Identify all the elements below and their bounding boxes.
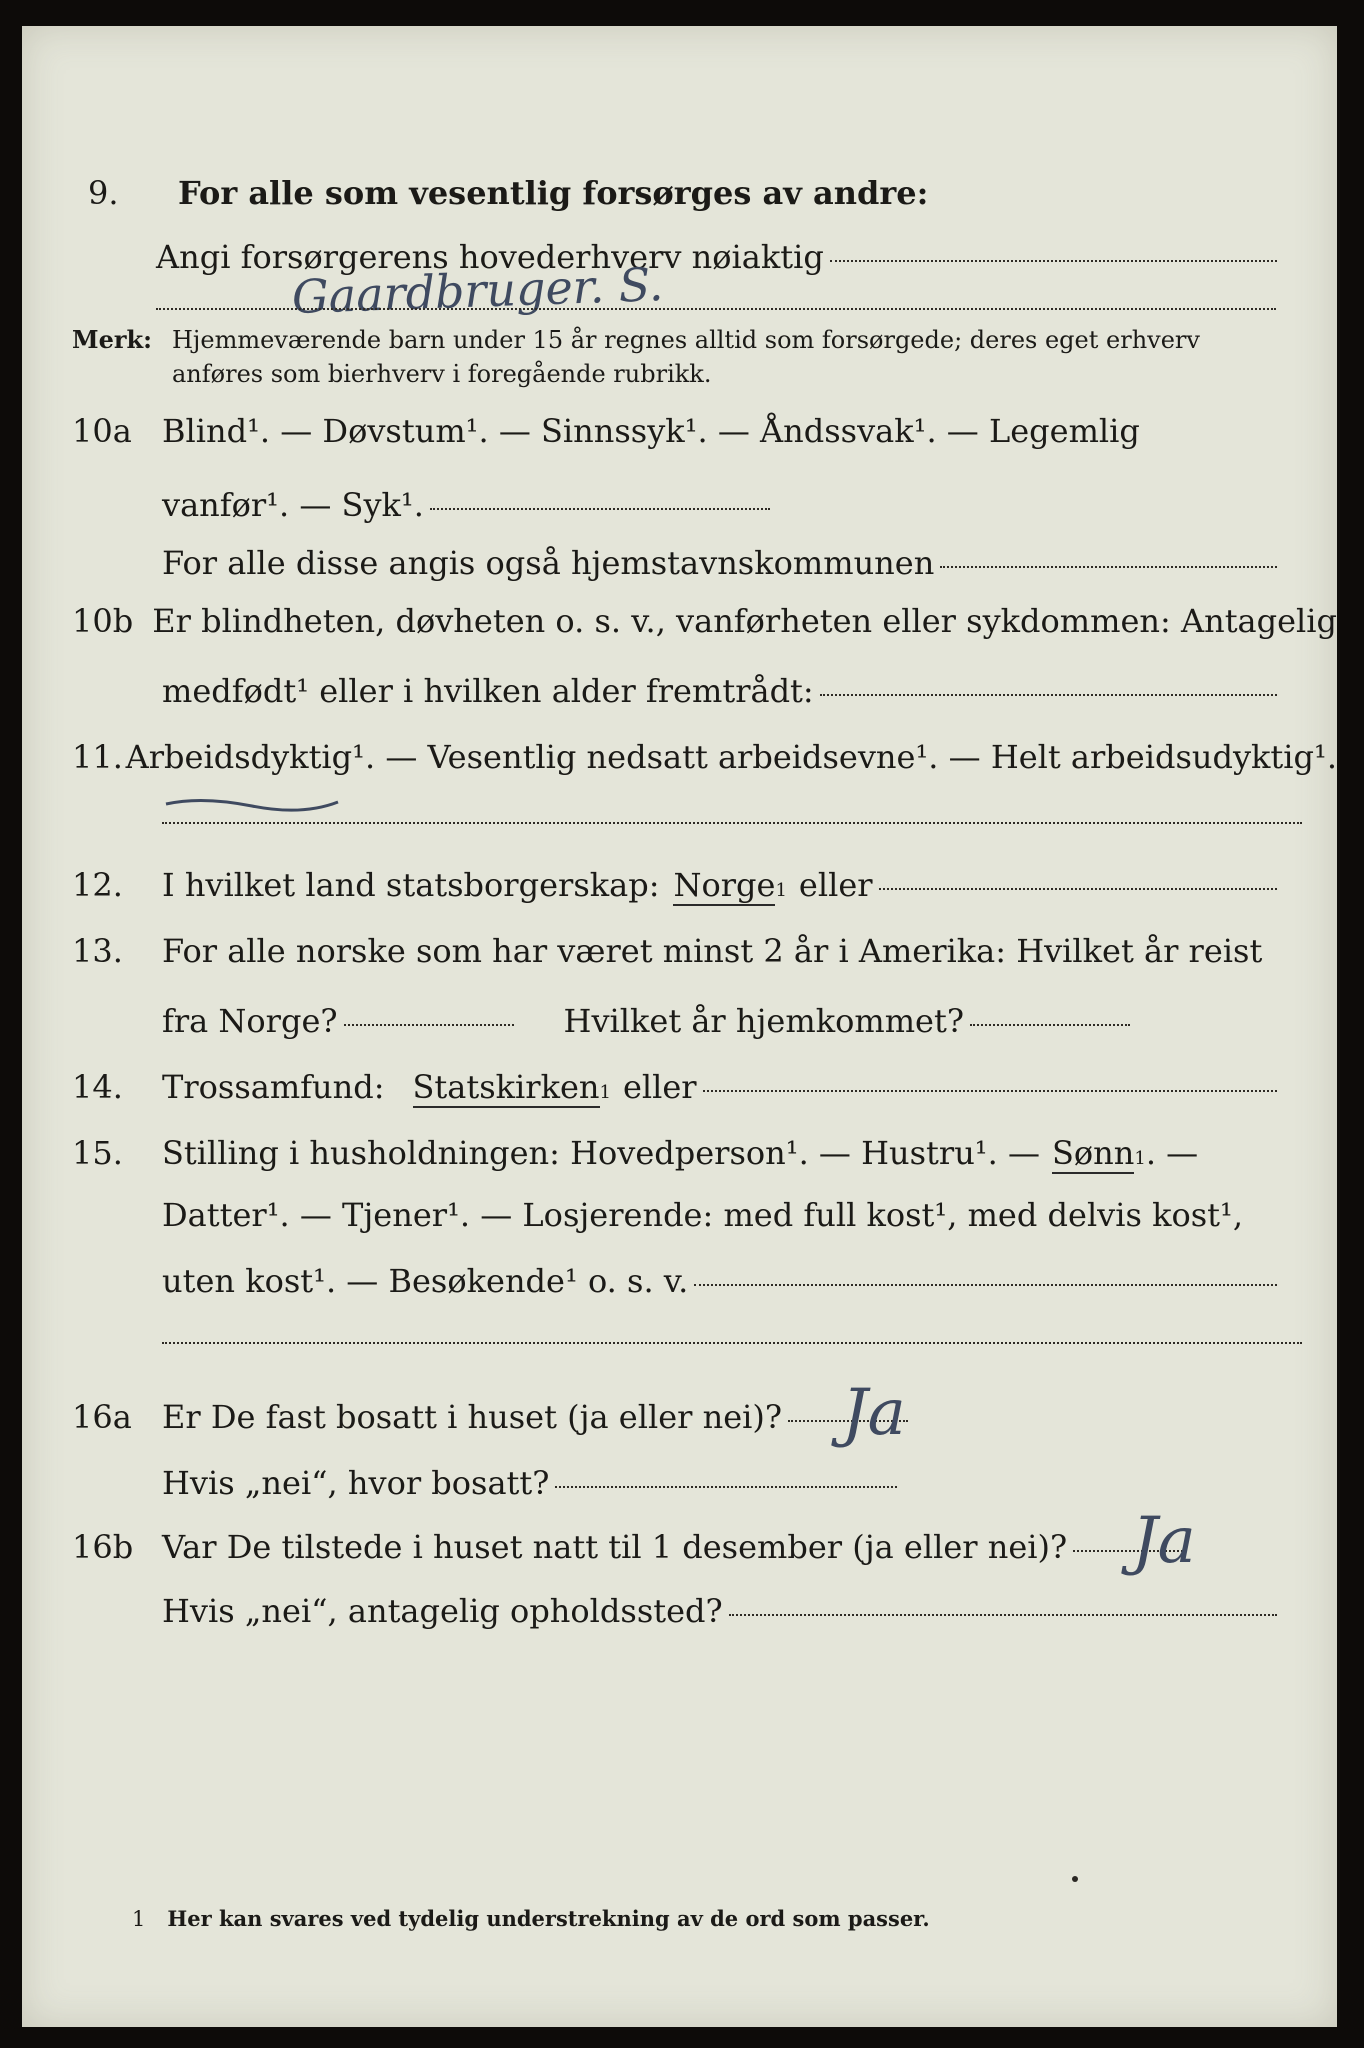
q15-line3 <box>162 1262 1277 1300</box>
q14-answer-field[interactable] <box>703 1090 1277 1092</box>
q14-text-pre: Trossamfund: <box>162 1068 385 1106</box>
q15-line2 <box>162 1196 1337 1234</box>
footnote <box>132 1906 1337 1932</box>
q15-answer-line2 <box>162 1342 1302 1344</box>
q15-text-line1b: . — <box>1145 1134 1199 1172</box>
q15-number: 15. <box>72 1134 123 1172</box>
q12-number: 12. <box>72 866 123 904</box>
footnote-text: Her kan svares ved tydelig understrekning av de ord som passer. <box>167 1906 930 1931</box>
q11-number: 11. <box>72 738 123 776</box>
q12-answer-field[interactable] <box>879 888 1277 890</box>
q14-option-statskirken[interactable]: Statskirken <box>413 1068 600 1108</box>
q16a-line2 <box>162 1464 897 1502</box>
census-form-page <box>22 26 1337 2027</box>
q10b-number: 10b <box>72 602 134 640</box>
q15-text-line1a: Stilling i husholdningen: Hovedperson¹. — Hustru¹. — <box>162 1134 1040 1172</box>
q9-text-line2: Angi forsørgerens hovederhverv nøiaktig <box>156 238 824 276</box>
q10b-text-line1: Er blindheten, døvheten o. s. v., vanførheten eller sykdommen: Antagelig <box>152 602 1337 640</box>
q9-number: 9. <box>88 174 119 212</box>
q14-number: 14. <box>72 1068 123 1106</box>
q16a-text-line1: Er De fast bosatt i huset (ja eller nei)? <box>162 1398 783 1436</box>
q16b-whereabouts-field[interactable] <box>729 1614 1277 1616</box>
q9-answer-field[interactable] <box>830 260 1277 262</box>
q14-line1 <box>72 1068 1277 1108</box>
q10b-text-line2: medfødt¹ eller i hvilken alder fremtrådt: <box>162 672 814 710</box>
q12-line1 <box>72 866 1277 906</box>
q12-sup: 1 <box>775 880 787 901</box>
q13-number: 13. <box>72 932 123 970</box>
q10a-text-line3: For alle disse angis også hjemstavnskommunen <box>162 544 935 582</box>
q9-line1 <box>88 174 1337 212</box>
q16a-handwritten-answer: Ja <box>842 1376 906 1450</box>
q12-text-pre: I hvilket land statsborgerskap: <box>162 866 660 904</box>
q11-answer-line <box>162 822 1302 824</box>
q9-answer-line2 <box>156 308 1276 310</box>
ink-spot <box>1072 1876 1078 1882</box>
q16a-residence-field[interactable] <box>555 1486 897 1488</box>
q11-line1 <box>72 738 1337 776</box>
q14-sup: 1 <box>599 1082 611 1103</box>
q13-text-line1: For alle norske som har været minst 2 år i Amerika: Hvilket år reist <box>162 932 1263 970</box>
q10a-text-line1: Blind¹. — Døvstum¹. — Sinnssyk¹. — Åndssvak¹. — Legemlig <box>162 412 1140 450</box>
q10b-line2 <box>162 672 1277 710</box>
q13-text-line2a: fra Norge? <box>162 1002 338 1040</box>
footnote-marker: 1 <box>132 1907 146 1931</box>
q11-handwritten-underline <box>162 786 342 816</box>
merk-text-line1: Hjemmeværende barn under 15 år regnes alltid som forsørgede; deres eget erhverv <box>172 326 1200 354</box>
q10a-line1 <box>72 412 1337 450</box>
q11-text-line1: Arbeidsdyktig¹. — Vesentlig nedsatt arbeidsevne¹. — Helt arbeidsudyktig¹. <box>125 738 1337 776</box>
merk-line1 <box>72 326 1277 355</box>
q15-sup: 1 <box>1134 1148 1146 1169</box>
q16b-text-line2: Hvis „nei“, antagelig opholdssted? <box>162 1592 723 1630</box>
merk-label: Merk: <box>72 325 152 354</box>
q16a-text-line2: Hvis „nei“, hvor bosatt? <box>162 1464 550 1502</box>
q10a-number: 10a <box>72 412 132 450</box>
q15-text-line3: uten kost¹. — Besøkende¹ o. s. v. <box>162 1262 689 1300</box>
q13-text-line2b: Hvilket år hjemkommet? <box>563 1002 964 1040</box>
q16b-handwritten-answer: Ja <box>1132 1504 1196 1578</box>
q13-left-field[interactable] <box>344 1024 514 1026</box>
q10b-line1 <box>72 602 1337 640</box>
q10b-answer-field[interactable] <box>820 694 1277 696</box>
q9-handwritten-answer: Gaardbruger. S. <box>291 257 665 324</box>
q16a-line1 <box>72 1398 1337 1436</box>
q12-text-post: eller <box>798 866 873 904</box>
q9-text-line1: For alle som vesentlig forsørges av andre: <box>178 174 929 212</box>
q14-text-post: eller <box>622 1068 697 1106</box>
q16b-text-line1: Var De tilstede i huset natt til 1 desember (ja eller nei)? <box>162 1528 1068 1566</box>
q16b-line2 <box>162 1592 1277 1630</box>
q10a-text-line2: vanfør¹. — Syk¹. <box>162 486 424 524</box>
q15-answer-field[interactable] <box>694 1284 1277 1286</box>
merk-text-line2: anføres som bierhverv i foregående rubrikk. <box>172 360 712 388</box>
q10a-municipality-field[interactable] <box>940 566 1277 568</box>
q16a-number: 16a <box>72 1398 132 1436</box>
q10a-answer-field[interactable] <box>430 508 770 510</box>
q15-text-line2: Datter¹. — Tjener¹. — Losjerende: med full kost¹, med delvis kost¹, <box>162 1196 1244 1234</box>
merk-line2 <box>172 360 1337 389</box>
q15-option-sonn[interactable]: Sønn <box>1052 1134 1134 1174</box>
q15-line1 <box>72 1134 1337 1174</box>
q10a-line2 <box>162 486 1337 524</box>
q16b-number: 16b <box>72 1528 134 1566</box>
q13-line2 <box>162 1002 1337 1040</box>
q10a-line3 <box>162 544 1277 582</box>
q13-line1 <box>72 932 1337 970</box>
q13-returned-field[interactable] <box>970 1024 1130 1026</box>
q12-option-norge[interactable]: Norge <box>673 866 775 906</box>
